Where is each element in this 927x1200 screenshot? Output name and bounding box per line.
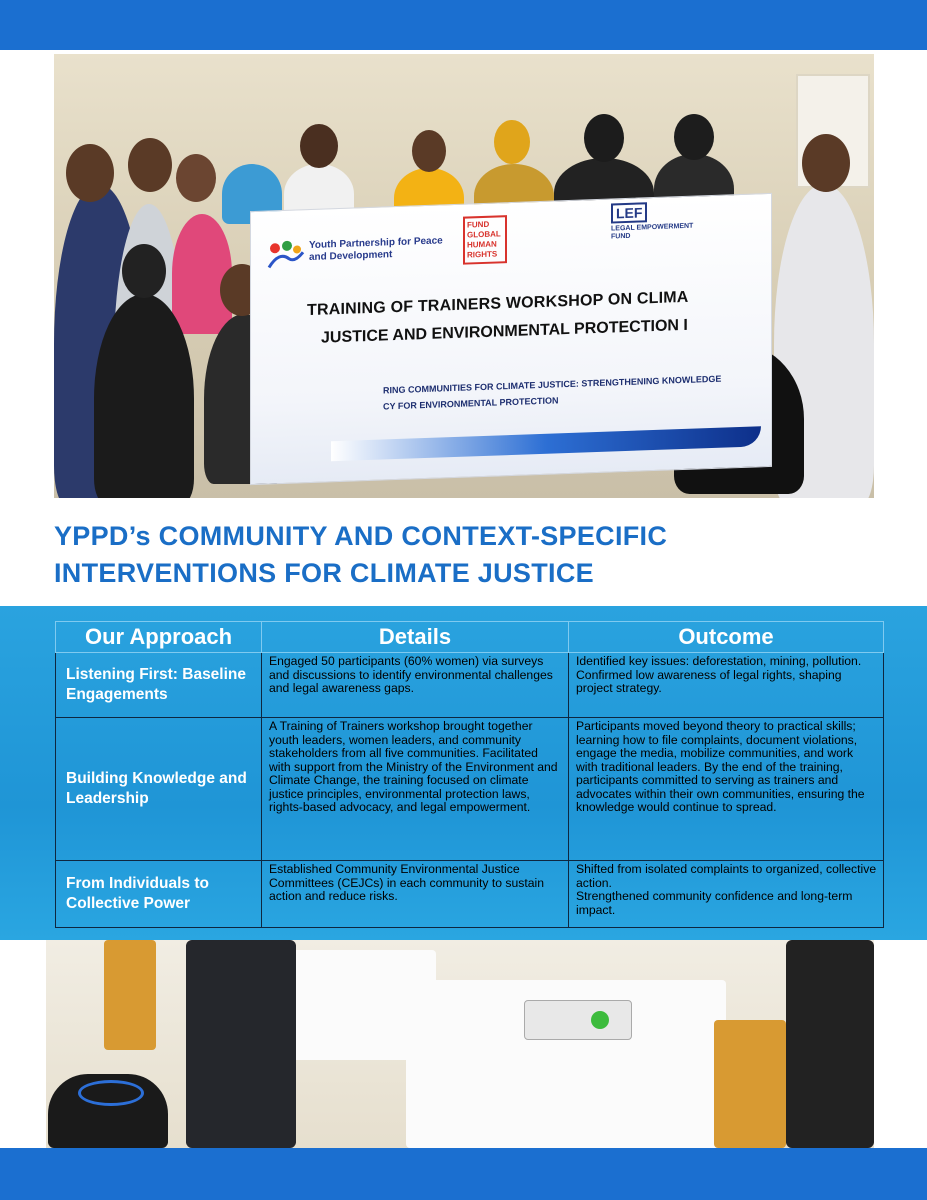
chair xyxy=(104,940,156,1050)
header-our-approach: Our Approach xyxy=(56,622,262,653)
fund-global-human-rights-logo: FUND GLOBAL HUMAN RIGHTS xyxy=(463,215,507,265)
outcome-text: Confirmed low awareness of legal rights, shaping project strategy. xyxy=(576,667,842,695)
approach-cell xyxy=(56,718,262,861)
bottom-color-band xyxy=(0,1148,927,1200)
speaker xyxy=(48,1074,168,1148)
table-row xyxy=(56,861,884,928)
approach-table xyxy=(55,621,884,928)
outcome-text: Strengthened community confidence and long-term impact. xyxy=(576,889,853,917)
workshop-group-photo xyxy=(54,54,874,498)
standing-person xyxy=(186,940,296,1148)
table-row xyxy=(56,653,884,718)
lef-logo xyxy=(611,200,701,241)
page-headline xyxy=(54,518,874,592)
banner-title-line2: JUSTICE AND ENVIRONMENTAL PROTECTION I xyxy=(321,316,688,347)
banner-subtitle-line2: CY FOR ENVIRONMENTAL PROTECTION xyxy=(383,395,559,412)
workshop-banner xyxy=(250,193,772,485)
lef-logo-subtitle: LEGAL EMPOWERMENT FUND xyxy=(611,222,694,241)
projector-lens xyxy=(591,1011,609,1029)
approach-cell xyxy=(56,653,262,718)
header-details: Details xyxy=(262,622,569,653)
details-cell: A Training of Trainers workshop brought together youth leaders, women leaders, and community stakeholders from all five communities. Facilitated with support from the Ministry of the Environment and Climate Change, the training focused on climate justice principles, environmental protection laws, rights-based advocacy, and legal empowerment. xyxy=(262,718,569,861)
top-color-band xyxy=(0,0,927,50)
header-outcome: Outcome xyxy=(569,622,884,653)
outcome-cell xyxy=(569,861,884,928)
approach-label: From Individuals to Collective Power xyxy=(66,875,209,912)
details-cell: Established Community Environmental Justice Committees (CEJCs) in each community to sustain action and reduce risks. xyxy=(262,861,569,928)
banner-subtitle-line1: RING COMMUNITIES FOR CLIMATE JUSTICE: STRENGTHENING KNOWLEDGE xyxy=(383,373,722,396)
approach-label: Building Knowledge and Leadership xyxy=(66,770,247,807)
table-header-row xyxy=(56,622,884,653)
details-cell: Engaged 50 participants (60% women) via surveys and discussions to identify environmental challenges and legal awareness gaps. xyxy=(262,653,569,718)
headline-line1: YPPD’s COMMUNITY AND CONTEXT-SPECIFIC xyxy=(54,521,668,551)
seated-person xyxy=(786,940,874,1148)
speaker-light-ring xyxy=(78,1080,144,1106)
chair xyxy=(714,1020,786,1148)
banner-title-line1: TRAINING OF TRAINERS WORKSHOP ON CLIMA xyxy=(307,288,689,320)
training-room-photo xyxy=(46,940,874,1148)
approach-cell xyxy=(56,861,262,928)
lef-logo-text: LEF xyxy=(611,202,647,223)
yppd-logo-icon xyxy=(265,238,305,269)
banner-org-name: Youth Partnership for Peace and Development xyxy=(309,235,443,264)
projector xyxy=(524,1000,632,1040)
outcome-cell xyxy=(569,718,884,861)
outcome-text: Participants moved beyond theory to practical skills; learning how to file complaints, document violations, engage the media, mobilize communities, and work with traditional leaders. By the end of the training, participants committed to serving as trainers and advocates within their own communities, ensuring the knowledge would continue to spread. xyxy=(576,719,865,814)
outcome-text: Shifted from isolated complaints to organized, collective action. xyxy=(576,862,877,890)
table-row xyxy=(56,718,884,861)
banner-wave-graphic xyxy=(331,426,761,461)
headline-line2: INTERVENTIONS FOR CLIMATE JUSTICE xyxy=(54,558,594,588)
approach-label: Listening First: Baseline Engagements xyxy=(66,666,247,703)
outcome-cell xyxy=(569,653,884,718)
outcome-text: Identified key issues: deforestation, mining, pollution. xyxy=(576,654,862,668)
